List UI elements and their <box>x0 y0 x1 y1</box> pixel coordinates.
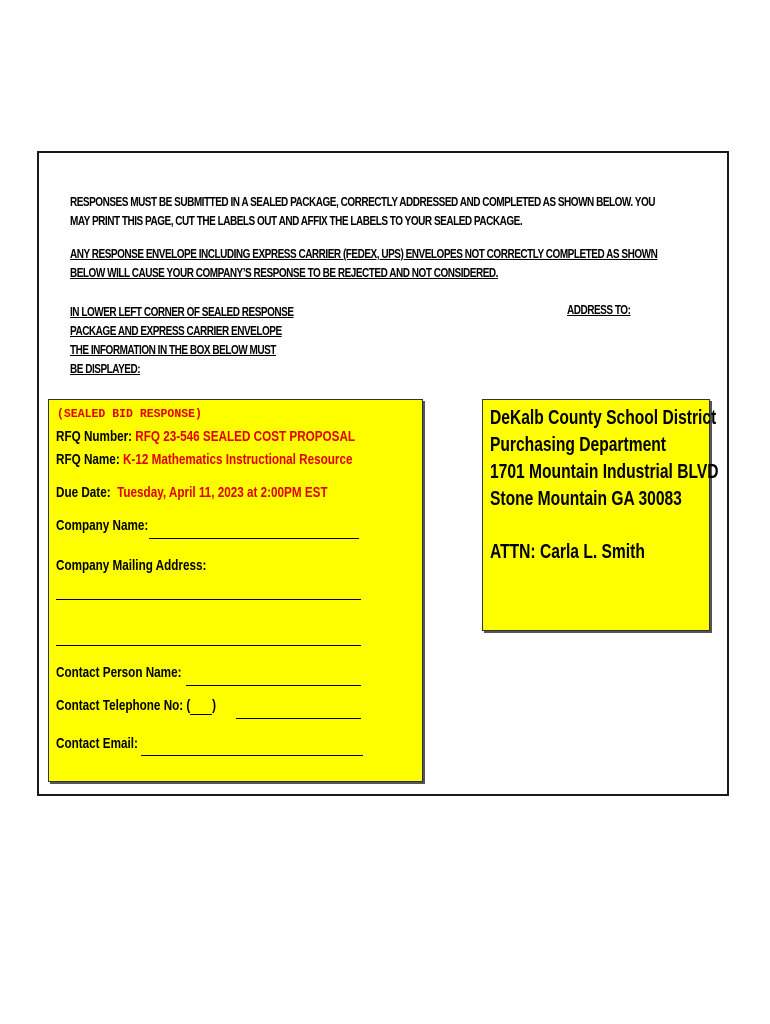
due-date-value: Tuesday, April 11, 2023 at 2:00PM EST <box>117 484 328 501</box>
lower-left-line-4 <box>70 360 294 379</box>
submission-instructions <box>70 193 770 231</box>
address-line-3 <box>490 461 770 484</box>
district-name: DeKalb County School District <box>490 407 717 429</box>
company-mailing-row <box>56 557 249 574</box>
rfq-number-value: RFQ 23-546 SEALED COST PROPOSAL <box>135 428 356 445</box>
address-line-1 <box>490 407 770 430</box>
lower-left-line-1: IN LOWER LEFT CORNER OF SEALED RESPONSE <box>70 305 294 319</box>
area-code-blank <box>190 697 212 715</box>
lower-left-line-2: PACKAGE AND EXPRESS CARRIER ENVELOPE <box>70 324 282 338</box>
phone-number-blank <box>236 718 361 719</box>
address-to-text: ADDRESS TO: <box>567 303 631 317</box>
address-label <box>482 399 719 631</box>
rfq-name-row <box>56 451 436 468</box>
mailing-address-blank-2 <box>56 645 361 646</box>
contact-email-row <box>56 735 161 752</box>
warning-line-2-text: BELOW WILL CAUSE YOUR COMPANY’S RESPONSE TO BE REJECTED AND NOT CONSIDERED <box>70 266 496 280</box>
due-date-label: Due Date: <box>56 484 111 501</box>
warning-line-2 <box>70 264 657 283</box>
rfq-name-value: K-12 Mathematics Instructional Resource <box>122 451 353 468</box>
contact-phone-close-paren: ) <box>212 697 217 714</box>
contact-email-blank <box>141 755 363 756</box>
contact-email-label: Contact Email: <box>56 735 138 752</box>
address-line-2 <box>490 434 716 457</box>
city-state-zip: Stone Mountain GA 30083 <box>490 488 682 510</box>
contact-person-blank <box>186 685 361 686</box>
company-name-blank <box>149 538 359 539</box>
contact-person-row <box>56 664 217 681</box>
address-to-heading <box>567 303 646 317</box>
contact-person-label: Contact Person Name: <box>56 664 182 681</box>
lower-left-colon: : <box>137 362 141 376</box>
lower-left-line-3: THE INFORMATION IN THE BOX BELOW MUST <box>70 343 276 357</box>
rejection-warning <box>70 245 770 283</box>
warning-period: . <box>495 266 498 280</box>
instructions-line-1: RESPONSES MUST BE SUBMITTED IN A SEALED PACKAGE, CORRECTLY ADDRESSED AND COMPLETED AS SHOWN BELOW. YOU <box>70 195 655 209</box>
instructions-line-2: MAY PRINT THIS PAGE, CUT THE LABELS OUT AND AFFIX THE LABELS TO YOUR SEALED PACKAGE. <box>70 214 523 228</box>
company-mailing-label: Company Mailing Address: <box>56 557 207 574</box>
sealed-bid-title: (SEALED BID RESPONSE) <box>57 408 202 421</box>
attention-contact: ATTN: Carla L. Smith <box>490 541 645 563</box>
sealed-bid-label <box>48 399 423 782</box>
street-address: 1701 Mountain Industrial BLVD <box>490 461 719 483</box>
contact-phone-label: Contact Telephone No: ( <box>56 697 191 714</box>
rfq-number-row <box>56 428 439 445</box>
rfq-name-label: RFQ Name: <box>56 451 120 468</box>
mailing-address-blank-1 <box>56 599 361 600</box>
address-line-4 <box>490 488 736 511</box>
company-name-row <box>56 517 174 534</box>
label-sheet-frame <box>37 151 729 796</box>
lower-left-line-4-text: BE DISPLAYED <box>70 362 138 376</box>
rfq-number-label: RFQ Number: <box>56 428 133 445</box>
department-name: Purchasing Department <box>490 434 666 456</box>
warning-line-1: ANY RESPONSE ENVELOPE INCLUDING EXPRESS CARRIER (FEDEX, UPS) ENVELOPES NOT CORRECTLY COMPLETED AS SHOWN <box>70 247 658 261</box>
due-date-row <box>56 484 404 501</box>
company-name-label: Company Name: <box>56 517 149 534</box>
contact-phone-row <box>56 697 261 715</box>
lower-left-instructions <box>70 303 349 379</box>
attention-line <box>490 541 689 564</box>
